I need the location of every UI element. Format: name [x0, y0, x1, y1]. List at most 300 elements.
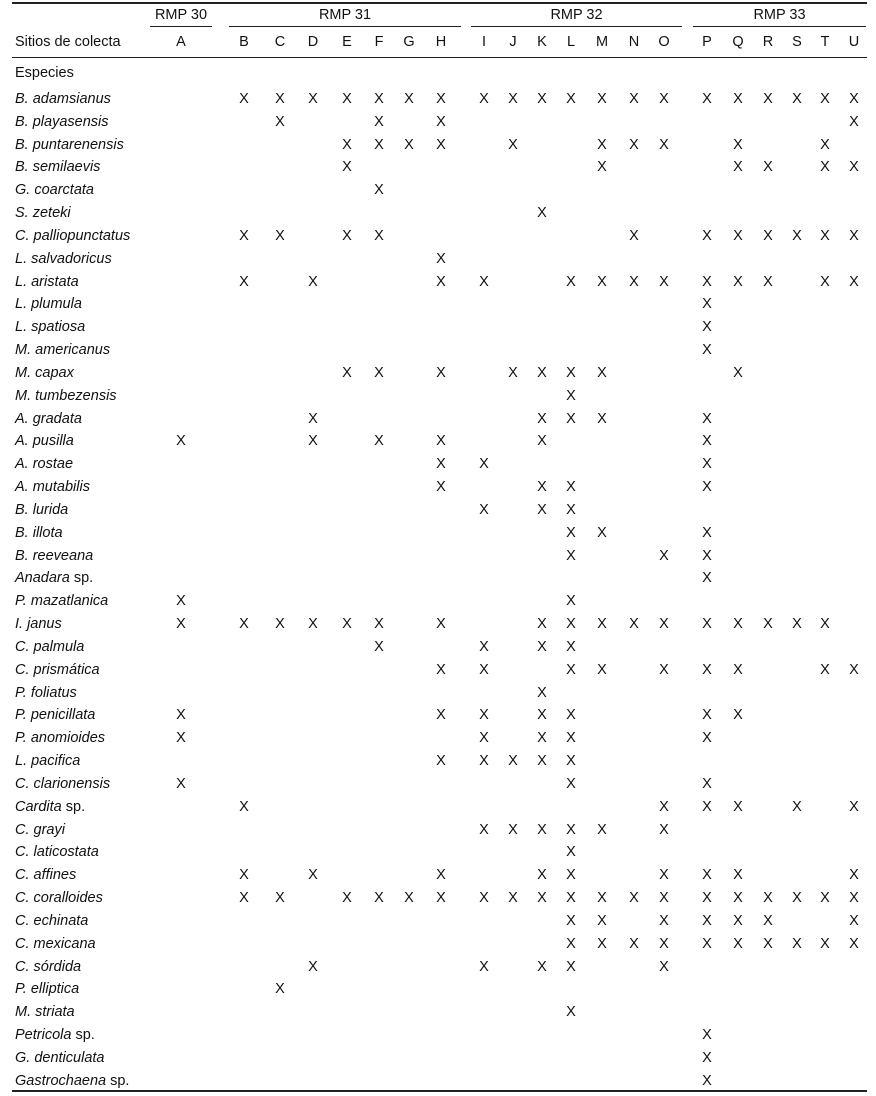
- presence-mark-j: X: [508, 890, 518, 907]
- presence-mark-i: X: [479, 890, 489, 907]
- presence-mark-s: X: [792, 890, 802, 907]
- presence-mark-l: X: [566, 638, 576, 655]
- presence-mark-h: X: [436, 753, 446, 770]
- presence-mark-o: X: [659, 821, 669, 838]
- presence-mark-k: X: [537, 364, 547, 381]
- presence-mark-p: X: [702, 410, 712, 427]
- presence-mark-d: X: [308, 91, 318, 107]
- presence-mark-p: X: [702, 775, 712, 792]
- column-header-l: L: [566, 34, 576, 50]
- presence-mark-s: X: [792, 616, 802, 633]
- presence-mark-r: X: [763, 912, 773, 929]
- species-name: C. palliopunctatus: [15, 227, 131, 244]
- presence-mark-a: X: [176, 775, 186, 792]
- presence-mark-n: X: [629, 136, 639, 153]
- presence-mark-f: X: [374, 616, 384, 633]
- presence-mark-l: X: [566, 935, 576, 952]
- group-header-rmp-33: RMP 33: [753, 7, 806, 23]
- presence-mark-h: X: [436, 890, 446, 907]
- presence-mark-h: X: [436, 661, 446, 678]
- presence-mark-h: X: [436, 707, 446, 724]
- presence-mark-i: X: [479, 501, 489, 518]
- presence-mark-e: X: [342, 890, 352, 907]
- presence-mark-d: X: [308, 273, 318, 290]
- presence-mark-d: X: [308, 616, 318, 633]
- presence-mark-q: X: [733, 707, 743, 724]
- presence-mark-p: X: [702, 1049, 712, 1066]
- column-header-k: K: [537, 34, 547, 50]
- presence-mark-t: X: [820, 136, 830, 153]
- presence-mark-m: X: [597, 912, 607, 929]
- presence-mark-u: X: [849, 912, 859, 929]
- species-name: P. mazatlanica: [15, 593, 109, 610]
- presence-mark-k: X: [537, 958, 547, 975]
- presence-mark-o: X: [659, 912, 669, 929]
- presence-mark-l: X: [566, 867, 576, 884]
- presence-mark-h: X: [436, 867, 446, 884]
- presence-mark-k: X: [537, 707, 547, 724]
- presence-mark-l: X: [566, 547, 576, 564]
- species-name: A. mutabilis: [15, 479, 90, 496]
- presence-mark-s: X: [792, 798, 802, 815]
- presence-mark-b: X: [239, 890, 249, 907]
- presence-mark-o: X: [659, 867, 669, 884]
- species-name: C. sórdida: [15, 958, 82, 975]
- presence-mark-r: X: [763, 616, 773, 633]
- presence-mark-r: X: [763, 273, 773, 290]
- group-underline: [693, 26, 866, 27]
- presence-mark-u: X: [849, 890, 859, 907]
- presence-mark-q: X: [733, 91, 743, 107]
- presence-mark-k: X: [537, 638, 547, 655]
- presence-mark-n: X: [629, 935, 639, 952]
- presence-mark-m: X: [597, 91, 607, 107]
- presence-mark-p: X: [702, 91, 712, 107]
- species-name: P. anomioides: [15, 730, 106, 747]
- presence-mark-u: X: [849, 273, 859, 290]
- presence-mark-k: X: [537, 890, 547, 907]
- column-header-u: U: [848, 34, 860, 50]
- presence-mark-t: X: [820, 159, 830, 176]
- presence-mark-s: X: [792, 227, 802, 244]
- presence-mark-u: X: [849, 798, 859, 815]
- presence-mark-p: X: [702, 227, 712, 244]
- presence-mark-l: X: [566, 844, 576, 861]
- presence-mark-c: X: [275, 91, 285, 107]
- presence-mark-f: X: [374, 364, 384, 381]
- presence-mark-p: X: [702, 1072, 712, 1089]
- species-name: L. salvadoricus: [15, 250, 112, 267]
- presence-mark-k: X: [537, 616, 547, 633]
- presence-mark-h: X: [436, 616, 446, 633]
- species-name: B. reeveana: [15, 547, 94, 564]
- presence-mark-r: X: [763, 890, 773, 907]
- species-name: Gastrochaena sp.: [15, 1072, 130, 1089]
- presence-mark-i: X: [479, 273, 489, 290]
- species-name: M. striata: [15, 1004, 75, 1021]
- presence-mark-g: X: [404, 91, 414, 107]
- presence-mark-m: X: [597, 524, 607, 541]
- presence-mark-k: X: [537, 730, 547, 747]
- presence-mark-t: X: [820, 273, 830, 290]
- presence-mark-h: X: [436, 113, 446, 130]
- presence-mark-m: X: [597, 821, 607, 838]
- species-name: P. elliptica: [15, 981, 80, 998]
- presence-mark-t: X: [820, 227, 830, 244]
- presence-mark-l: X: [566, 821, 576, 838]
- species-name: Cardita sp.: [15, 798, 86, 815]
- presence-mark-q: X: [733, 273, 743, 290]
- column-header-m: M: [595, 34, 609, 50]
- presence-mark-e: X: [342, 136, 352, 153]
- presence-mark-p: X: [702, 912, 712, 929]
- presence-mark-e: X: [342, 91, 352, 107]
- presence-mark-o: X: [659, 661, 669, 678]
- presence-mark-o: X: [659, 890, 669, 907]
- column-header-f: F: [374, 34, 384, 50]
- presence-mark-j: X: [508, 364, 518, 381]
- presence-mark-g: X: [404, 136, 414, 153]
- presence-mark-b: X: [239, 616, 249, 633]
- presence-mark-f: X: [374, 136, 384, 153]
- presence-mark-h: X: [436, 273, 446, 290]
- presence-mark-k: X: [537, 410, 547, 427]
- presence-mark-b: X: [239, 227, 249, 244]
- presence-mark-m: X: [597, 616, 607, 633]
- presence-mark-c: X: [275, 890, 285, 907]
- presence-mark-u: X: [849, 935, 859, 952]
- presence-mark-f: X: [374, 182, 384, 199]
- species-name: P. penicillata: [15, 707, 96, 724]
- presence-mark-q: X: [733, 616, 743, 633]
- presence-mark-i: X: [479, 661, 489, 678]
- presence-mark-p: X: [702, 479, 712, 496]
- presence-mark-j: X: [508, 821, 518, 838]
- presence-mark-a: X: [176, 616, 186, 633]
- species-name: Petricola sp.: [15, 1027, 95, 1044]
- species-name: B. lurida: [15, 501, 69, 518]
- column-header-b: B: [239, 34, 249, 50]
- presence-mark-u: X: [849, 113, 859, 130]
- presence-mark-h: X: [436, 91, 446, 107]
- species-name: M. americanus: [15, 342, 111, 359]
- presence-mark-c: X: [275, 113, 285, 130]
- presence-mark-p: X: [702, 890, 712, 907]
- species-name: C. coralloides: [15, 890, 103, 907]
- presence-mark-l: X: [566, 364, 576, 381]
- column-header-g: G: [403, 34, 415, 50]
- presence-mark-n: X: [629, 227, 639, 244]
- species-name: C. affines: [15, 867, 77, 884]
- presence-mark-p: X: [702, 730, 712, 747]
- presence-mark-p: X: [702, 342, 712, 359]
- presence-mark-n: X: [629, 273, 639, 290]
- column-header-h: H: [435, 34, 447, 50]
- presence-mark-l: X: [566, 479, 576, 496]
- presence-mark-q: X: [733, 136, 743, 153]
- column-header-c: C: [274, 34, 286, 50]
- presence-mark-d: X: [308, 433, 318, 450]
- presence-mark-i: X: [479, 456, 489, 473]
- presence-mark-r: X: [763, 935, 773, 952]
- presence-mark-h: X: [436, 136, 446, 153]
- presence-mark-c: X: [275, 616, 285, 633]
- presence-mark-p: X: [702, 798, 712, 815]
- bottom-rule: [12, 1090, 867, 1092]
- group-header-rmp-30: RMP 30: [154, 7, 208, 23]
- presence-mark-r: X: [763, 159, 773, 176]
- presence-mark-q: X: [733, 935, 743, 952]
- group-underline: [471, 26, 682, 27]
- presence-mark-k: X: [537, 501, 547, 518]
- column-header-r: R: [762, 34, 774, 50]
- presence-mark-o: X: [659, 935, 669, 952]
- species-name: B. illota: [15, 524, 63, 541]
- presence-mark-e: X: [342, 159, 352, 176]
- column-header-p: P: [702, 34, 712, 50]
- presence-mark-p: X: [702, 707, 712, 724]
- species-name: A. pusilla: [15, 433, 74, 450]
- presence-mark-d: X: [308, 410, 318, 427]
- presence-mark-q: X: [733, 867, 743, 884]
- group-header-rmp-31: RMP 31: [318, 7, 372, 23]
- presence-mark-m: X: [597, 159, 607, 176]
- column-header-t: T: [820, 34, 830, 50]
- presence-mark-p: X: [702, 1027, 712, 1044]
- species-name: C. grayi: [15, 821, 65, 838]
- species-name: B. puntarenensis: [15, 136, 124, 153]
- presence-mark-d: X: [308, 867, 318, 884]
- presence-mark-u: X: [849, 227, 859, 244]
- species-name: L. pacifica: [15, 753, 81, 770]
- presence-mark-p: X: [702, 547, 712, 564]
- presence-mark-l: X: [566, 958, 576, 975]
- top-rule: [12, 2, 867, 4]
- presence-mark-a: X: [176, 433, 186, 450]
- presence-mark-r: X: [763, 91, 773, 107]
- presence-mark-f: X: [374, 113, 384, 130]
- presence-mark-h: X: [436, 456, 446, 473]
- presence-mark-l: X: [566, 501, 576, 518]
- presence-mark-e: X: [342, 364, 352, 381]
- presence-mark-f: X: [374, 433, 384, 450]
- presence-mark-l: X: [566, 661, 576, 678]
- group-underline: [229, 26, 461, 27]
- presence-mark-p: X: [702, 524, 712, 541]
- presence-mark-l: X: [566, 410, 576, 427]
- presence-mark-b: X: [239, 867, 249, 884]
- presence-mark-i: X: [479, 91, 489, 107]
- species-name: C. mexicana: [15, 935, 96, 952]
- presence-mark-j: X: [508, 136, 518, 153]
- presence-mark-q: X: [733, 798, 743, 815]
- column-header-q: Q: [732, 34, 744, 50]
- presence-mark-p: X: [702, 296, 712, 313]
- presence-mark-j: X: [508, 753, 518, 770]
- presence-mark-m: X: [597, 661, 607, 678]
- presence-mark-b: X: [239, 273, 249, 290]
- presence-mark-q: X: [733, 890, 743, 907]
- presence-mark-u: X: [849, 867, 859, 884]
- species-name: P. foliatus: [15, 684, 77, 701]
- presence-mark-p: X: [702, 570, 712, 587]
- presence-mark-i: X: [479, 821, 489, 838]
- species-name: G. denticulata: [15, 1049, 105, 1066]
- section-label-especies: Especies: [15, 65, 74, 81]
- presence-mark-i: X: [479, 753, 489, 770]
- species-name: C. laticostata: [15, 844, 99, 861]
- species-name: M. capax: [15, 364, 74, 381]
- presence-mark-t: X: [820, 661, 830, 678]
- species-name: C. clarionensis: [15, 775, 111, 792]
- presence-mark-i: X: [479, 958, 489, 975]
- species-name: L. plumula: [15, 296, 82, 313]
- presence-mark-t: X: [820, 616, 830, 633]
- presence-mark-k: X: [537, 753, 547, 770]
- presence-mark-k: X: [537, 433, 547, 450]
- presence-mark-p: X: [702, 319, 712, 336]
- presence-mark-i: X: [479, 730, 489, 747]
- presence-mark-h: X: [436, 479, 446, 496]
- presence-mark-u: X: [849, 91, 859, 107]
- presence-mark-t: X: [820, 890, 830, 907]
- presence-mark-l: X: [566, 912, 576, 929]
- column-header-n: N: [628, 34, 640, 50]
- column-header-d: D: [307, 34, 319, 50]
- presence-mark-l: X: [566, 616, 576, 633]
- presence-mark-n: X: [629, 890, 639, 907]
- species-name: M. tumbezensis: [15, 387, 117, 404]
- presence-mark-b: X: [239, 91, 249, 107]
- species-name: L. aristata: [15, 273, 79, 290]
- species-name: I. janus: [15, 616, 62, 633]
- presence-mark-q: X: [733, 159, 743, 176]
- presence-mark-i: X: [479, 638, 489, 655]
- presence-mark-l: X: [566, 707, 576, 724]
- presence-mark-l: X: [566, 753, 576, 770]
- presence-mark-s: X: [792, 935, 802, 952]
- presence-mark-m: X: [597, 410, 607, 427]
- species-name: B. semilaevis: [15, 159, 101, 176]
- presence-mark-j: X: [508, 91, 518, 107]
- presence-mark-m: X: [597, 136, 607, 153]
- presence-mark-l: X: [566, 273, 576, 290]
- presence-mark-m: X: [597, 935, 607, 952]
- presence-mark-q: X: [733, 364, 743, 381]
- column-header-e: E: [342, 34, 352, 50]
- presence-mark-l: X: [566, 775, 576, 792]
- presence-mark-q: X: [733, 912, 743, 929]
- presence-mark-h: X: [436, 364, 446, 381]
- presence-mark-p: X: [702, 867, 712, 884]
- presence-mark-t: X: [820, 91, 830, 107]
- species-name: Anadara sp.: [15, 570, 94, 587]
- column-header-o: O: [658, 34, 670, 50]
- presence-mark-c: X: [275, 227, 285, 244]
- presence-mark-u: X: [849, 661, 859, 678]
- presence-mark-f: X: [374, 638, 384, 655]
- presence-mark-e: X: [342, 616, 352, 633]
- species-name: S. zeteki: [15, 205, 71, 222]
- species-name: A. rostae: [15, 456, 74, 473]
- presence-mark-g: X: [404, 890, 414, 907]
- presence-mark-l: X: [566, 1004, 576, 1021]
- species-name: C. echinata: [15, 912, 89, 929]
- presence-mark-k: X: [537, 205, 547, 222]
- group-underline: [150, 26, 212, 27]
- species-name: C. prismática: [15, 661, 100, 678]
- presence-mark-h: X: [436, 250, 446, 267]
- presence-mark-f: X: [374, 91, 384, 107]
- presence-mark-p: X: [702, 433, 712, 450]
- presence-mark-m: X: [597, 890, 607, 907]
- presence-mark-a: X: [176, 593, 186, 610]
- species-name: C. palmula: [15, 638, 85, 655]
- presence-mark-f: X: [374, 227, 384, 244]
- presence-mark-b: X: [239, 798, 249, 815]
- presence-mark-s: X: [792, 91, 802, 107]
- presence-mark-l: X: [566, 387, 576, 404]
- presence-mark-p: X: [702, 935, 712, 952]
- presence-mark-l: X: [566, 730, 576, 747]
- presence-mark-k: X: [537, 684, 547, 701]
- presence-mark-a: X: [176, 730, 186, 747]
- presence-mark-f: X: [374, 890, 384, 907]
- presence-mark-c: X: [275, 981, 285, 998]
- presence-mark-o: X: [659, 616, 669, 633]
- presence-mark-o: X: [659, 273, 669, 290]
- presence-mark-p: X: [702, 456, 712, 473]
- species-name: G. coarctata: [15, 182, 94, 199]
- presence-mark-l: X: [566, 91, 576, 107]
- presence-mark-o: X: [659, 547, 669, 564]
- presence-mark-o: X: [659, 91, 669, 107]
- presence-mark-q: X: [733, 227, 743, 244]
- presence-mark-t: X: [820, 935, 830, 952]
- presence-mark-d: X: [308, 958, 318, 975]
- column-header-i: I: [481, 34, 487, 50]
- presence-mark-k: X: [537, 821, 547, 838]
- presence-mark-k: X: [537, 91, 547, 107]
- group-header-rmp-32: RMP 32: [550, 7, 603, 23]
- presence-mark-o: X: [659, 798, 669, 815]
- presence-mark-p: X: [702, 661, 712, 678]
- presence-mark-k: X: [537, 479, 547, 496]
- presence-mark-m: X: [597, 273, 607, 290]
- presence-mark-o: X: [659, 136, 669, 153]
- column-header-j: J: [509, 34, 517, 50]
- column-header-a: A: [176, 34, 186, 50]
- species-name: B. playasensis: [15, 113, 109, 130]
- presence-mark-l: X: [566, 593, 576, 610]
- presence-mark-n: X: [629, 91, 639, 107]
- presence-mark-h: X: [436, 433, 446, 450]
- row-header-label: Sitios de colecta: [15, 34, 121, 50]
- header-bottom-rule: [12, 57, 867, 58]
- presence-mark-o: X: [659, 958, 669, 975]
- presence-mark-u: X: [849, 159, 859, 176]
- presence-mark-q: X: [733, 661, 743, 678]
- presence-mark-i: X: [479, 707, 489, 724]
- column-header-s: S: [792, 34, 802, 50]
- presence-mark-a: X: [176, 707, 186, 724]
- presence-mark-m: X: [597, 364, 607, 381]
- species-name: A. gradata: [15, 410, 82, 427]
- presence-mark-l: X: [566, 890, 576, 907]
- presence-mark-n: X: [629, 616, 639, 633]
- presence-mark-r: X: [763, 227, 773, 244]
- presence-mark-e: X: [342, 227, 352, 244]
